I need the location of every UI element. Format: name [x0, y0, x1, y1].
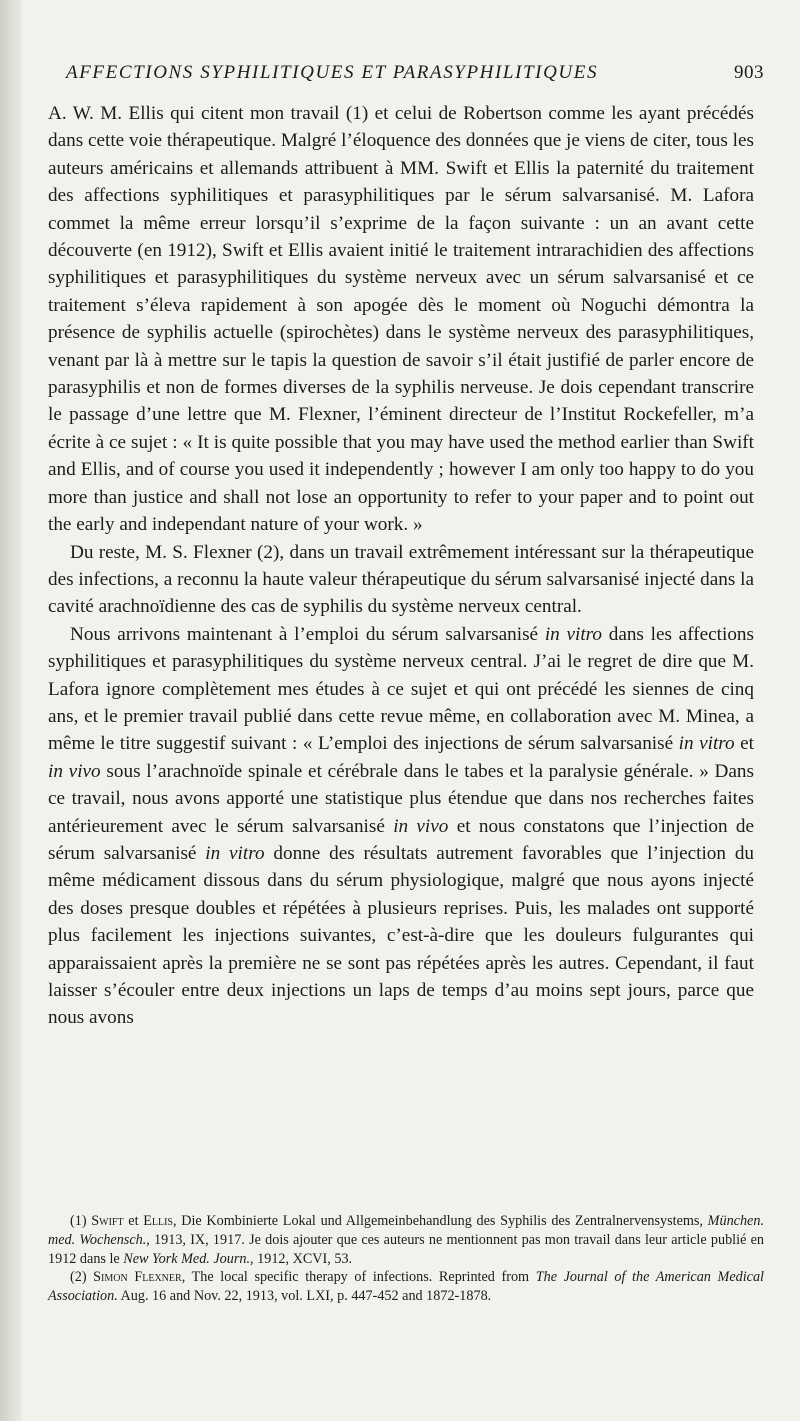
text-run: , Die Kombinierte Lokal und Allgemeinbehandlung des Syphilis des Zentralnervensystems, [172, 1213, 708, 1229]
text-run: , 1913, IX, 1917. Je dois ajouter que ces auteurs ne mentionnent pas mon travail dans leur article publié en 1912 dans le [48, 1231, 764, 1267]
running-title: AFFECTIONS SYPHILITIQUES ET PARASYPHILITIQUES [66, 62, 599, 83]
page-gutter-shadow [0, 0, 22, 1421]
text-run: (2) [70, 1269, 94, 1286]
text-run: dans les affections syphilitiques et parasyphilitiques du système nerveux central. J’ai le regret de dire que M. Lafora ignore complètement mes études à ce sujet et qui ont précédé les siennes de cinq ans, et le premier travail publié dans cette revue même, en collaboration avec M. Minea, a même le titre suggestif suivant : « L’emploi des injections de sérum salvarsanisé [48, 623, 754, 755]
text-run: New York Med. Journ. [123, 1250, 251, 1267]
footnote [48, 1212, 764, 1268]
footnote [48, 1268, 764, 1306]
paragraph [48, 539, 754, 621]
text-run: in vivo [48, 760, 101, 782]
text-run: The Journal of the American Medical Association. [48, 1269, 765, 1305]
text-run: in vitro [678, 733, 735, 755]
text-run: et nous constatons que l’injection de sérum salvarsanisé [48, 815, 754, 864]
text-run: A. W. M. Ellis qui citent mon travail (1) et celui de Robertson comme les ayant précédés dans cette voie thérapeutique. Malgré l’éloquence des données que je viens de citer, tous les auteurs américains et allemands attribuent à MM. Swift et Ellis la paternité du traitement des affections syphilitiques et parasyphilitiques par le sérum salvarsanisé. M. Lafora commet la même erreur lorsqu’il s’exprime de la façon suivante : un an avant cette découverte (en 1912), Swift et Ellis avaient initié le traitement intrarachidien des affections syphilitiques et parasyphilitiques du système nerveux avec un sérum salvarsanisé et ce traitement s’éleva rapidement à son apogée dès le moment où Noguchi démontra la présence de syphilis actuelle (spirochètes) dans le système nerveux des parasyphilitiques, venant par là à mettre sur le tapis la question de savoir s’il était justifié de parler encore de parasyphilis et non de formes diverses de la syphilis nerveuse. Je dois cependant transcrire le passage d’une lettre que M. Flexner, l’éminent directeur de l’Institut Rockefeller, m’a écrite à ce sujet : « It is quite possible that you may have used the method earlier than Swift and Ellis, and of course you used it independently ; however I am only too happy to do you more than justice and shall not lose an opportunity to refer to your paper and to point out the early and independant nature of your work. » [48, 103, 754, 536]
body-text [48, 100, 754, 1032]
paragraph [48, 100, 754, 539]
text-run: Simon Flexner [93, 1269, 182, 1286]
page-number: 903 [734, 62, 764, 83]
text-run: in vitro [205, 842, 265, 864]
text-run: Swift [91, 1213, 124, 1229]
text-run: sous l’arachnoïde spinale et cérébrale dans le tabes et la paralysie générale. » Dans ce travail, nous avons apporté une statistique plus étendue que dans nos recherches faites antérieurement avec le sérum salvarsanisé [48, 760, 754, 837]
text-run: et [734, 733, 754, 755]
text-run: Nous arrivons maintenant à l’emploi du sérum salvarsanisé [70, 623, 545, 645]
text-run: Ellis [143, 1213, 173, 1229]
text-run: donne des résultats autrement favorables que l’injection du même médicament dissous dans du sérum physiologique, malgré que nous ayons injecté des doses presque doubles et répétées à plusieurs reprises. Puis, les malades ont supporté plus facilement les injections suivantes, c’est-à-dire que les douleurs fulgurantes qui apparaissaient après la première ne se sont pas répétées après les autres. Cependant, il faut laisser s’écouler entre deux injections un laps de temps d’au moins sept jours, parce que nous avons [48, 842, 755, 1029]
footnotes [48, 1212, 764, 1306]
text-run: et [123, 1213, 144, 1229]
text-run: , 1912, XCVI, 53. [250, 1250, 353, 1267]
text-run: München. med. Wochensch. [48, 1213, 764, 1248]
paragraph [48, 621, 754, 1032]
text-run: Aug. 16 and Nov. 22, 1913, vol. LXI, p. 447-452 and 1872-1878. [117, 1288, 492, 1305]
text-run: in vivo [393, 815, 449, 837]
text-run: in vitro [544, 623, 602, 645]
text-run: (1) [70, 1213, 92, 1229]
running-header [66, 62, 764, 88]
text-run: , The local specific therapy of infections. Reprinted from [181, 1269, 536, 1286]
text-run: Du reste, M. S. Flexner (2), dans un travail extrêmement intéressant sur la thérapeutique des infections, a reconnu la haute valeur thérapeutique du sérum salvarsanisé injecté dans la cavité arachnoïdienne des cas de syphilis du système nerveux central. [48, 541, 754, 618]
